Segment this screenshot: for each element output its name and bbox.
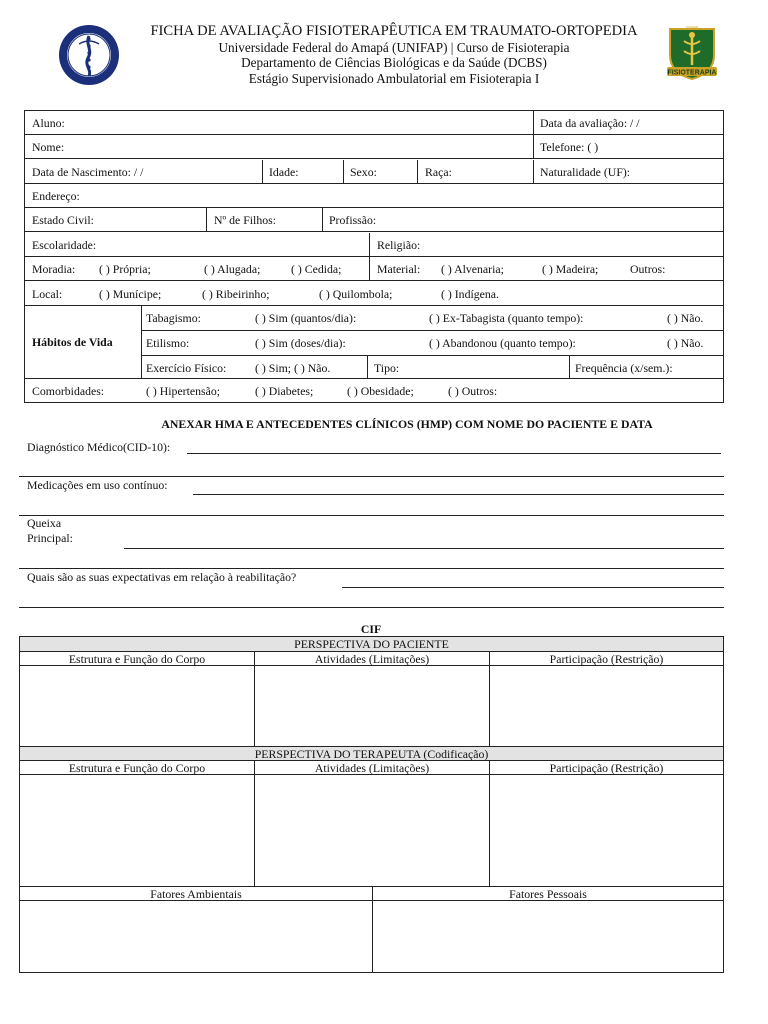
- fatores-ambientais-header: Fatores Ambientais: [20, 886, 372, 901]
- cell-atividades-terapeuta[interactable]: [254, 775, 490, 886]
- tabagismo-option-sim[interactable]: ( ) Sim (quantos/dia):: [255, 311, 357, 325]
- queixa-line[interactable]: [124, 548, 724, 549]
- document-header: [0, 24, 768, 86]
- diagnostico-label: Diagnóstico Médico(CID-10):: [27, 440, 171, 454]
- sexo-label: Sexo:: [350, 165, 377, 179]
- queixa-label-line2: Principal:: [27, 531, 73, 545]
- exercicio-label: Exercício Físico:: [146, 361, 227, 375]
- row-nascimento: [25, 160, 723, 184]
- fatores-pessoais-header: Fatores Pessoais: [372, 886, 723, 901]
- etilismo-option-sim[interactable]: ( ) Sim (doses/dia):: [255, 336, 346, 350]
- separator-line: [19, 568, 724, 569]
- etilismo-label: Etilismo:: [146, 336, 190, 350]
- medicacoes-label: Medicações em uso contínuo:: [27, 478, 168, 492]
- naturalidade-label: Naturalidade (UF):: [540, 165, 631, 179]
- material-label: Material:: [377, 262, 421, 276]
- row-escolaridade: [25, 233, 723, 257]
- comorbidades-label: Comorbidades:: [32, 384, 105, 398]
- col-estrutura-paciente: Estrutura e Função do Corpo: [20, 652, 254, 666]
- religiao-label: Religião:: [377, 238, 421, 252]
- idade-label: Idade:: [269, 165, 299, 179]
- nome-label: Nome:: [32, 140, 65, 154]
- separator-line: [19, 515, 724, 516]
- cell-estrutura-terapeuta[interactable]: [20, 775, 254, 886]
- material-option-madeira[interactable]: ( ) Madeira;: [542, 262, 599, 276]
- moradia-option-cedida[interactable]: ( ) Cedida;: [291, 262, 342, 276]
- header-stage: Estágio Supervisionado Ambulatorial em Fisioterapia I: [248, 70, 540, 86]
- material-option-outros[interactable]: Outros:: [630, 262, 666, 276]
- cell-fatores-pessoais[interactable]: [372, 901, 724, 972]
- row-estado-civil: [25, 208, 723, 232]
- col-estrutura-terapeuta: Estrutura e Função do Corpo: [20, 761, 254, 775]
- cell-participacao-paciente[interactable]: [489, 666, 724, 746]
- aluno-label: Aluno:: [32, 116, 65, 130]
- row-aluno: [25, 111, 723, 135]
- row-local: [25, 282, 723, 306]
- cif-table: [19, 636, 724, 973]
- cell-fatores-ambientais[interactable]: [20, 901, 372, 972]
- data-nascimento-label: Data de Nascimento: / /: [32, 165, 144, 179]
- col-atividades-terapeuta: Atividades (Limitações): [254, 761, 489, 775]
- row-exercicio: [142, 356, 723, 379]
- header-university: Universidade Federal do Amapá (UNIFAP) | Curso de Fisioterapia: [218, 39, 570, 55]
- expectativas-line[interactable]: [342, 587, 724, 588]
- etilismo-option-nao[interactable]: ( ) Não.: [667, 336, 704, 350]
- material-option-alvenaria[interactable]: ( ) Alvenaria;: [441, 262, 504, 276]
- habitos-label: Hábitos de Vida: [32, 335, 113, 349]
- col-atividades-paciente: Atividades (Limitações): [254, 652, 489, 666]
- data-avaliacao-label: Data da avaliação: / /: [540, 116, 640, 130]
- header-department: Departamento de Ciências Biológicas e da Saúde (DCBS): [241, 55, 547, 70]
- row-comorbidades: [25, 379, 723, 403]
- local-label: Local:: [32, 287, 63, 301]
- perspectiva-paciente-header: PERSPECTIVA DO PACIENTE: [20, 637, 723, 652]
- cell-atividades-paciente[interactable]: [254, 666, 490, 746]
- telefone-label: Telefone: ( ): [540, 140, 599, 154]
- col-participacao-paciente: Participação (Restrição): [489, 652, 723, 666]
- perspectiva-terapeuta-header: PERSPECTIVA DO TERAPEUTA (Codificação): [20, 746, 723, 761]
- local-option-indigena[interactable]: ( ) Indígena.: [441, 287, 499, 301]
- estado-civil-label: Estado Civil:: [32, 213, 94, 227]
- row-tabagismo: [142, 306, 723, 331]
- comorbidade-option-outros[interactable]: ( ) Outros:: [448, 384, 498, 398]
- tabagismo-option-nao[interactable]: ( ) Não.: [667, 311, 704, 325]
- cell-participacao-terapeuta[interactable]: [489, 775, 724, 886]
- tabagismo-label: Tabagismo:: [146, 311, 201, 325]
- profissao-label: Profissão:: [329, 213, 377, 227]
- moradia-option-alugada[interactable]: ( ) Alugada;: [204, 262, 261, 276]
- identification-form: [24, 110, 724, 403]
- local-option-municipe[interactable]: ( ) Munícipe;: [99, 287, 162, 301]
- habitos-label-cell: [25, 306, 142, 379]
- raca-label: Raça:: [425, 165, 452, 179]
- frequencia-label: Frequência (x/sem.):: [575, 361, 673, 375]
- cell-estrutura-paciente[interactable]: [20, 666, 254, 746]
- medicacoes-line[interactable]: [193, 494, 724, 495]
- moradia-label: Moradia:: [32, 262, 76, 276]
- row-nome: [25, 135, 723, 159]
- anexar-note: ANEXAR HMA E ANTECEDENTES CLÍNICOS (HMP) COM NOME DO PACIENTE E DATA: [161, 417, 653, 431]
- comorbidade-option-obesidade[interactable]: ( ) Obesidade;: [347, 384, 414, 398]
- exercicio-options[interactable]: ( ) Sim; ( ) Não.: [255, 361, 331, 375]
- separator-line: [19, 476, 724, 477]
- col-participacao-terapeuta: Participação (Restrição): [489, 761, 723, 775]
- tipo-label: Tipo:: [374, 361, 400, 375]
- endereco-label: Endereço:: [32, 189, 80, 203]
- separator-line: [19, 607, 724, 608]
- document-title: FICHA DE AVALIAÇÃO FISIOTERAPÊUTICA EM TRAUMATO-ORTOPEDIA: [150, 23, 638, 39]
- row-moradia: [25, 257, 723, 281]
- local-option-quilombola[interactable]: ( ) Quilombola;: [319, 287, 393, 301]
- filhos-label: Nº de Filhos:: [214, 213, 276, 227]
- etilismo-option-abandonou[interactable]: ( ) Abandonou (quanto tempo):: [429, 336, 576, 350]
- row-endereco: [25, 184, 723, 208]
- tabagismo-option-ex[interactable]: ( ) Ex-Tabagista (quanto tempo):: [429, 311, 584, 325]
- expectativas-label: Quais são as suas expectativas em relação à reabilitação?: [27, 570, 297, 584]
- row-etilismo: [142, 331, 723, 356]
- comorbidade-option-hipertensao[interactable]: ( ) Hipertensão;: [146, 384, 221, 398]
- local-option-ribeirinho[interactable]: ( ) Ribeirinho;: [202, 287, 270, 301]
- queixa-label-line1: Queixa: [27, 516, 62, 530]
- crest-label: FISIOTERAPIA: [667, 69, 717, 77]
- comorbidade-option-diabetes[interactable]: ( ) Diabetes;: [255, 384, 314, 398]
- crest-top-label: UNIFAP: [685, 25, 699, 30]
- escolaridade-label: Escolaridade:: [32, 238, 97, 252]
- cif-title: CIF: [360, 622, 382, 636]
- moradia-option-propria[interactable]: ( ) Própria;: [99, 262, 151, 276]
- diagnostico-line[interactable]: [187, 453, 721, 454]
- fisioterapia-crest-icon: [664, 25, 720, 81]
